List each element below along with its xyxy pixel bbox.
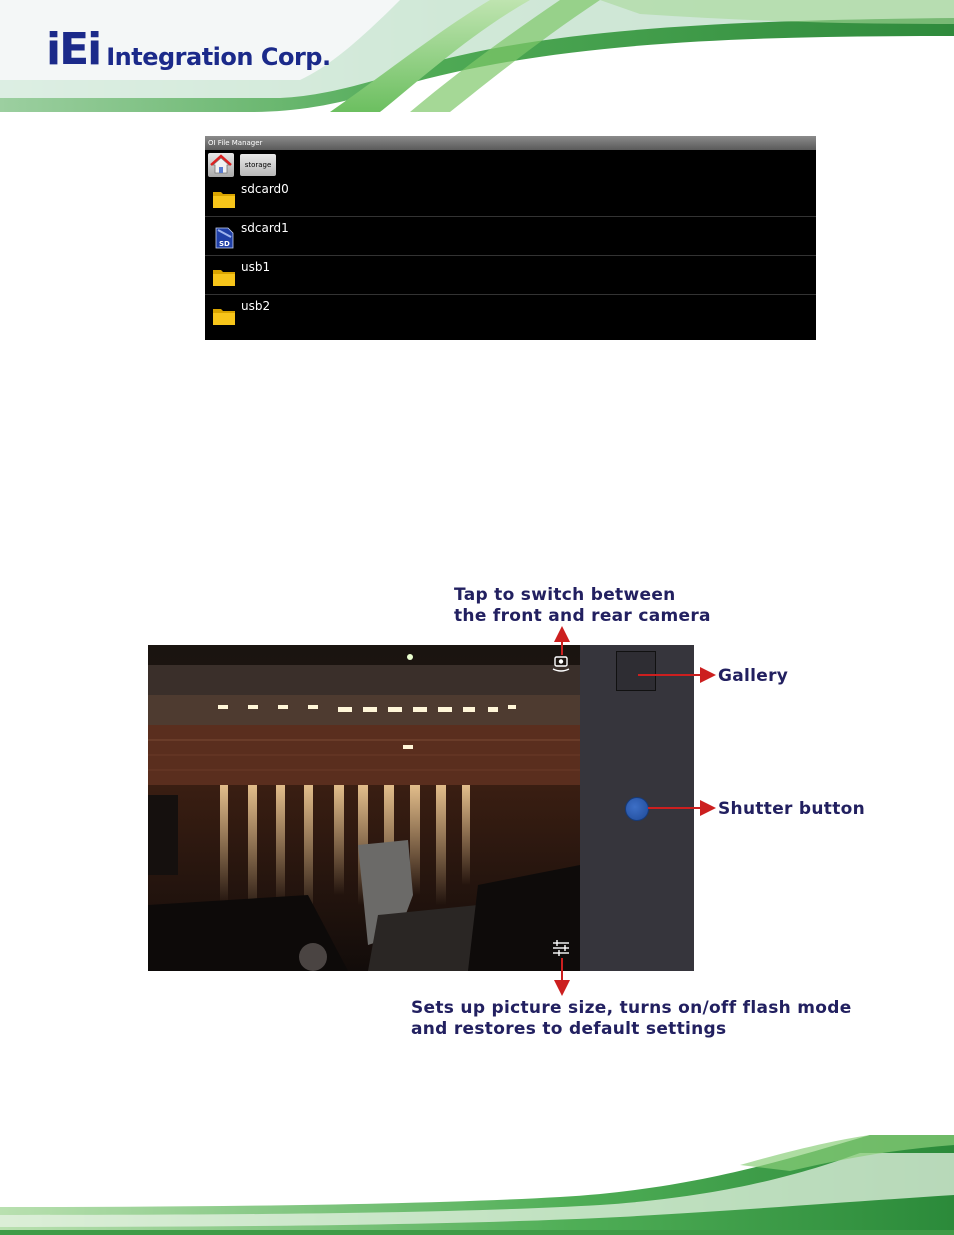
camera-control-panel — [580, 645, 694, 971]
settings-sliders-icon[interactable] — [553, 940, 569, 956]
annotation-line: Tap to switch between — [454, 585, 676, 605]
list-item-label: sdcard1 — [241, 221, 289, 235]
list-item-label: usb2 — [241, 299, 271, 313]
home-button[interactable] — [208, 153, 234, 177]
file-manager-title: OI File Manager — [205, 136, 816, 150]
gallery-thumbnail[interactable] — [616, 651, 656, 691]
logo-mark: iEi — [46, 24, 101, 75]
folder-icon — [212, 188, 236, 210]
switch-camera-annotation — [454, 585, 711, 627]
file-manager-window — [205, 136, 816, 340]
list-item-label: sdcard0 — [241, 182, 289, 196]
file-manager-toolbar — [205, 150, 816, 178]
camera-screen — [148, 645, 694, 971]
shutter-annotation: Shutter button — [718, 799, 866, 819]
folder-icon — [212, 266, 236, 288]
list-item[interactable] — [205, 295, 816, 333]
sd-card-icon — [212, 227, 236, 249]
company-logo — [46, 24, 331, 75]
annotation-line: and restores to default settings — [411, 1019, 727, 1039]
file-list — [205, 178, 816, 333]
camera-preview-image — [148, 645, 580, 971]
storage-breadcrumb-button[interactable]: storage — [240, 154, 276, 176]
settings-annotation — [411, 998, 852, 1040]
logo-text: Integration Corp. — [106, 43, 331, 71]
footer-banner — [0, 1135, 954, 1235]
svg-text:SD: SD — [219, 240, 230, 248]
list-item[interactable] — [205, 178, 816, 217]
annotation-line: Sets up picture size, turns on/off flash mode — [411, 998, 852, 1018]
annotation-line: the front and rear camera — [454, 606, 711, 626]
list-item[interactable] — [205, 256, 816, 295]
list-item[interactable] — [205, 217, 816, 256]
gallery-annotation: Gallery — [718, 666, 789, 686]
list-item-label: usb1 — [241, 260, 271, 274]
home-icon — [208, 153, 234, 177]
shutter-button[interactable] — [625, 797, 649, 821]
folder-icon — [212, 305, 236, 327]
